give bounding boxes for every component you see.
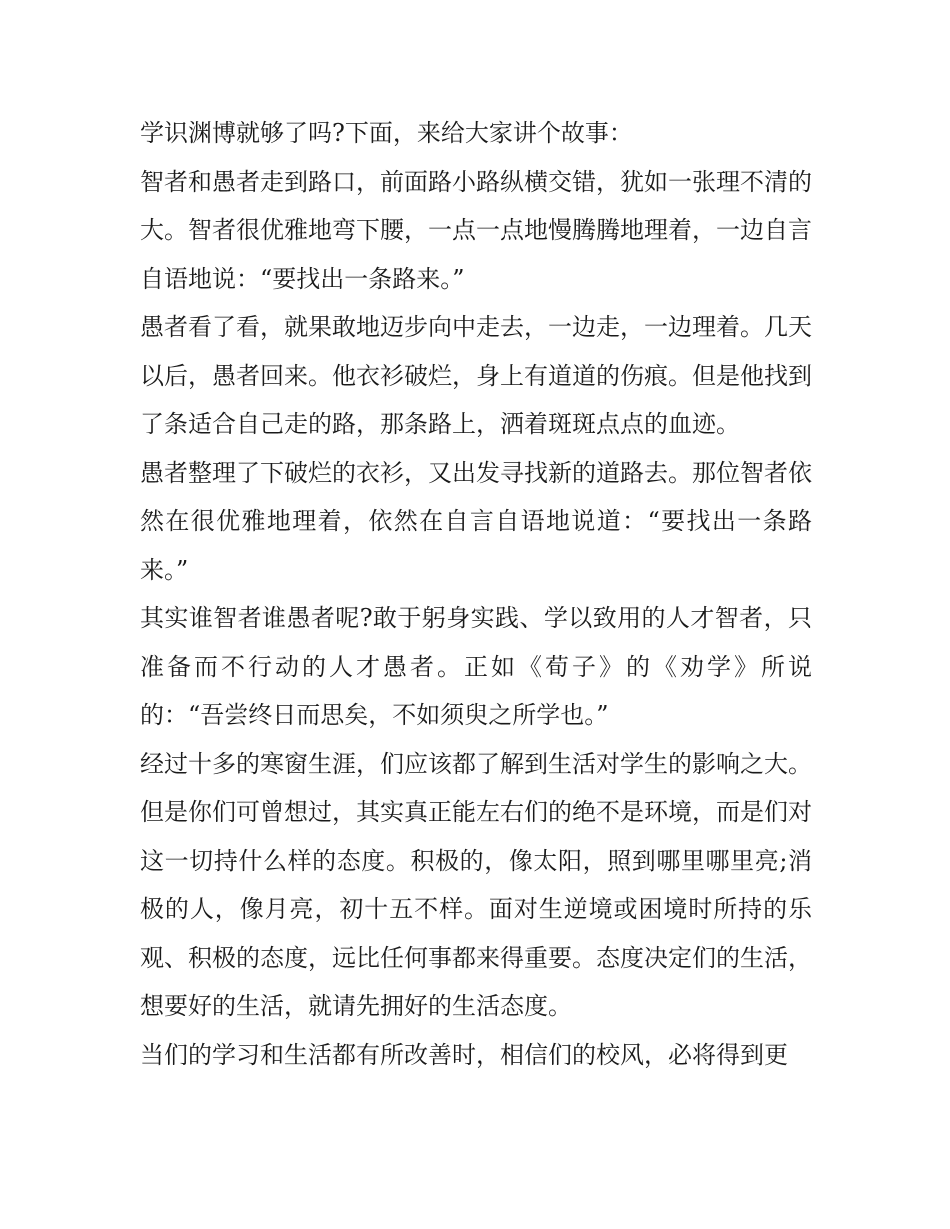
paragraph-5: 其实谁智者谁愚者呢?敢于躬身实践、学以致用的人才智者，只准备而不行动的人才愚者。正如《荀子》的《劝学》所说的：“吾尝终日而思矣，不如须臾之所学也。”	[140, 604, 812, 729]
paragraph-6: 经过十多的寒窗生涯，们应该都了解到生活对学生的影响之大。但是你们可曾想过，其实真正能左右们的绝不是环境，而是们对这一切持什么样的态度。积极的，像太阳，照到哪里哪里亮;消极的人，像月亮，初十五不样。面对生逆境或困境时所持的乐观、积极的态度，远比任何事都来得重要。态度决定们的生活，想要好的生活，就请先拥好的生活态度。	[140, 749, 812, 1020]
document-body	[140, 109, 812, 1079]
paragraph-1: 学识渊博就够了吗?下面，来给大家讲个故事：	[140, 119, 633, 147]
paragraph-3: 愚者看了看，就果敢地迈步向中走去，一边走，一边理着。几天以后，愚者回来。他衣衫破烂，身上有道道的伤痕。但是他找到了条适合自己走的路，那条路上，洒着斑斑点点的血迹。	[140, 313, 812, 438]
paragraph-2: 智者和愚者走到路口，前面路小路纵横交错，犹如一张理不清的大。智者很优雅地弯下腰，一点一点地慢腾腾地理着，一边自言自语地说：“要找出一条路来。”	[140, 167, 812, 293]
paragraph-7: 当们的学习和生活都有所改善时，相信们的校风，必将得到更	[140, 1040, 788, 1069]
paragraph-4: 愚者整理了下破烂的衣衫，又出发寻找新的道路去。那位智者依然在很优雅地理着，依然在自言自语地说道：“要找出一条路来。”	[140, 458, 812, 584]
